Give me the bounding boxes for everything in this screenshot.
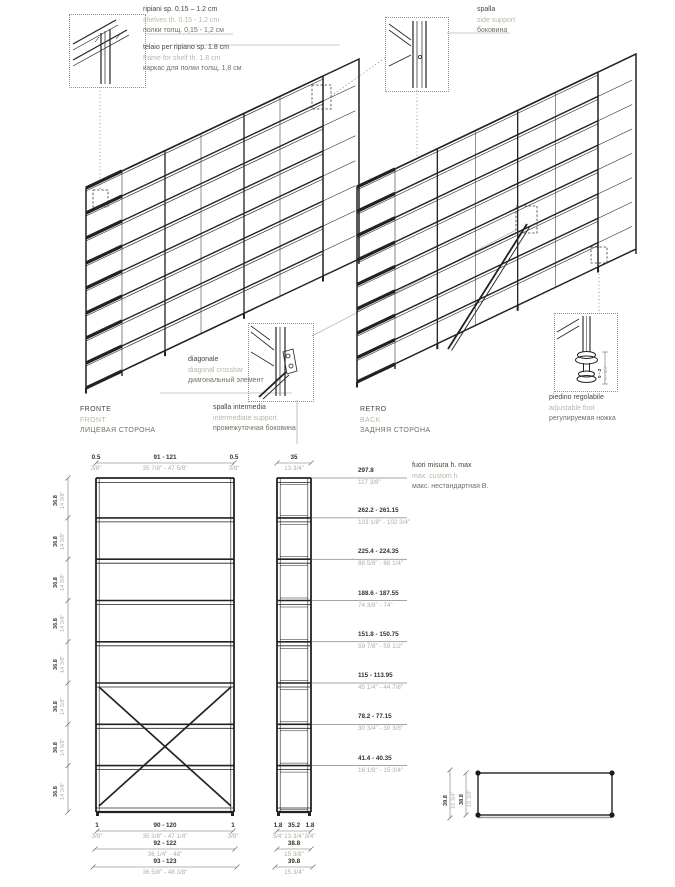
callout-intermediate-it: spalla intermedia xyxy=(213,404,266,411)
dim-sb1-left-in: 3/4" xyxy=(272,833,284,840)
callout-side-support-it: spalla xyxy=(477,6,496,13)
dim-level-6-cm: 78.2 - 77.15 xyxy=(358,713,392,720)
callout-side-support xyxy=(477,5,515,37)
dim-level-0-in: 117 3/8" xyxy=(358,479,381,486)
view-front-en: FRONT xyxy=(80,416,107,424)
callout-shelves xyxy=(143,5,224,37)
dim-level-1-cm: 262.2 - 261.15 xyxy=(358,507,399,514)
callout-side-support-en: side support xyxy=(477,16,516,24)
view-label-back xyxy=(360,405,431,437)
front-elevation-drawing xyxy=(96,478,234,816)
dim-sb1-mid-in: 13 3/4" xyxy=(284,833,304,840)
view-label-front xyxy=(80,405,156,437)
callout-frame-ru: каркас для полки толщ. 1,8 см xyxy=(143,65,242,72)
callout-diagonal-it: diagonale xyxy=(188,356,219,363)
dim-fb1-left-cm: 1 xyxy=(95,822,99,829)
dim-level-3-in: 74 3/8" - 74" xyxy=(358,602,393,609)
dim-level-5-in: 45 1/4" - 44 7/8" xyxy=(358,684,404,691)
callout-intermediate-ru: промежуточная боковина xyxy=(213,425,296,432)
callout-shelves-ru: полки толщ. 0,15 - 1,2 см xyxy=(143,27,224,34)
dim-fb1-mid-in: 35 3/8" - 47 1/4" xyxy=(142,833,188,840)
dim-front-top-mid-cm: 91 - 121 xyxy=(153,454,177,461)
dim-front-top-left-cm: 0.5 xyxy=(91,454,101,461)
dim-level-2-cm: 225.4 - 224.35 xyxy=(358,548,399,555)
dim-seg-0-cm: 36.8 xyxy=(53,495,59,506)
dim-fb3-in: 36 5/8" - 48 3/8" xyxy=(142,869,188,876)
dim-level-4-cm: 151.8 - 150.75 xyxy=(358,631,399,638)
dim-sb3-in: 15 3/4" xyxy=(284,869,304,876)
dim-seg-5-in: 14 3/8" xyxy=(60,697,66,715)
callout-diagonal-en: diagonal crossbar xyxy=(188,366,244,374)
callout-foot-ru: регулируемая ножка xyxy=(549,415,616,422)
dim-sb2-in: 15 3/8" xyxy=(284,851,304,858)
dim-plan-outer-in: 15 3/4" xyxy=(451,791,457,809)
side-support-detail-box xyxy=(385,17,449,92)
callout-maxh-ru: макс. нестандартная В. xyxy=(412,483,489,490)
dim-fb1-mid-cm: 90 - 120 xyxy=(153,822,177,829)
callout-shelves-en: shelves th. 0.15 - 1.2 cm xyxy=(143,16,220,24)
dim-level-0-cm: 297.8 xyxy=(358,467,374,474)
dim-seg-2-cm: 36.8 xyxy=(53,577,59,588)
dim-sb1-right-in: 3/4" xyxy=(304,833,316,840)
plan-view-drawing xyxy=(475,770,614,817)
dim-side-top-in: 13 3/4" xyxy=(284,465,304,472)
dim-sb1-mid-cm: 35.2 xyxy=(287,822,301,829)
callout-side-support-ru: боковина xyxy=(477,27,508,34)
callout-intermediate-support xyxy=(213,403,296,435)
callout-diagonal-ru: диагональный элемент xyxy=(188,377,264,384)
dim-level-4-in: 59 7/8" - 59 1/2" xyxy=(358,643,404,650)
callout-shelves-it: ripiani sp. 0.15 – 1.2 cm xyxy=(143,6,218,13)
dim-front-top-right-in: 3/8" xyxy=(228,465,240,472)
dim-front-top-mid-in: 35 7/8" - 47 5/8" xyxy=(142,465,188,472)
side-elevation-drawing xyxy=(277,478,311,816)
dim-foot-range-in: 0 - 3/4" xyxy=(603,365,608,380)
corner-joint-detail-box xyxy=(69,14,146,88)
callout-maxh-en: max. custom h. xyxy=(412,472,460,480)
dim-seg-0-in: 14 3/8" xyxy=(60,491,66,509)
dim-seg-5-cm: 36.8 xyxy=(53,701,59,712)
callout-frame-en: frame for shelf th. 1.8 cm xyxy=(143,54,221,62)
callout-adjustable-foot xyxy=(549,393,616,425)
view-back-ru: ЗАДНЯЯ СТОРОНА xyxy=(360,427,431,434)
dim-level-7-cm: 41.4 - 40.35 xyxy=(358,755,392,762)
dim-seg-4-cm: 36.8 xyxy=(53,659,59,670)
dim-level-5-cm: 115 - 113.95 xyxy=(358,672,393,679)
dim-level-2-in: 88 5/8" - 88 1/4" xyxy=(358,560,404,567)
callout-intermediate-en: intermediate support xyxy=(213,414,277,422)
dim-seg-6-in: 14 3/8" xyxy=(60,738,66,756)
dim-seg-1-cm: 36.8 xyxy=(53,536,59,547)
view-back-it: RETRO xyxy=(360,406,387,413)
dim-seg-6-cm: 36.8 xyxy=(53,742,59,753)
dim-level-3-cm: 188.6 - 187.55 xyxy=(358,590,399,597)
callout-diagonal xyxy=(188,355,264,387)
dim-sb1-right-cm: 1.8 xyxy=(305,822,315,829)
dim-sb2-cm: 38.8 xyxy=(287,840,301,847)
callout-frame xyxy=(143,43,242,75)
view-front-ru: ЛИЦЕВАЯ СТОРОНА xyxy=(80,427,156,434)
dim-foot-range-cm: 0 - 2 xyxy=(597,368,602,378)
dim-sb3-cm: 39.8 xyxy=(287,858,301,865)
dim-fb2-cm: 92 - 122 xyxy=(153,840,177,847)
callout-max-custom-height xyxy=(412,461,488,493)
view-front-it: FRONTE xyxy=(80,406,112,413)
callout-frame-it: telaio per ripiano sp. 1.8 cm xyxy=(143,44,229,51)
dim-plan-inner-in: 15 3/8" xyxy=(467,789,473,807)
dim-fb1-left-in: 3/8" xyxy=(91,833,103,840)
dim-seg-2-in: 14 3/8" xyxy=(60,573,66,591)
dim-plan-inner-cm: 38.8 xyxy=(459,794,465,805)
callout-foot-it: piedino regolabile xyxy=(549,394,604,401)
callout-foot-en: adjustable foot xyxy=(549,404,595,412)
foot-detail-box xyxy=(554,313,618,392)
dim-level-6-in: 30 3/4" - 30 3/8" xyxy=(358,725,404,732)
callout-maxh-it: fuori misura h. max xyxy=(412,462,472,469)
dim-front-top-right-cm: 0.5 xyxy=(229,454,239,461)
dim-sb1-left-cm: 1.8 xyxy=(273,822,283,829)
dim-fb1-right-cm: 1 xyxy=(231,822,235,829)
dim-fb3-cm: 93 - 123 xyxy=(153,858,177,865)
dim-seg-7-in: 14 3/8" xyxy=(60,782,66,800)
dim-fb1-right-in: 3/8" xyxy=(227,833,239,840)
dim-seg-7-cm: 36.8 xyxy=(53,786,59,797)
dim-fb2-in: 36 1/4" - 48" xyxy=(147,851,183,858)
dim-level-1-in: 103 1/8" - 102 3/4" xyxy=(358,519,411,526)
dim-side-top-cm: 35 xyxy=(290,454,298,461)
view-back-en: BACK xyxy=(360,416,381,424)
dim-seg-1-in: 14 3/8" xyxy=(60,532,66,550)
dim-front-top-left-in: 3/8" xyxy=(90,465,102,472)
dim-level-7-in: 16 1/8" - 15 3/4" xyxy=(358,767,404,774)
dim-plan-outer-cm: 39.8 xyxy=(443,795,449,806)
dim-seg-3-cm: 36.8 xyxy=(53,618,59,629)
dim-seg-3-in: 14 3/8" xyxy=(60,614,66,632)
dim-seg-4-in: 14 3/8" xyxy=(60,655,66,673)
